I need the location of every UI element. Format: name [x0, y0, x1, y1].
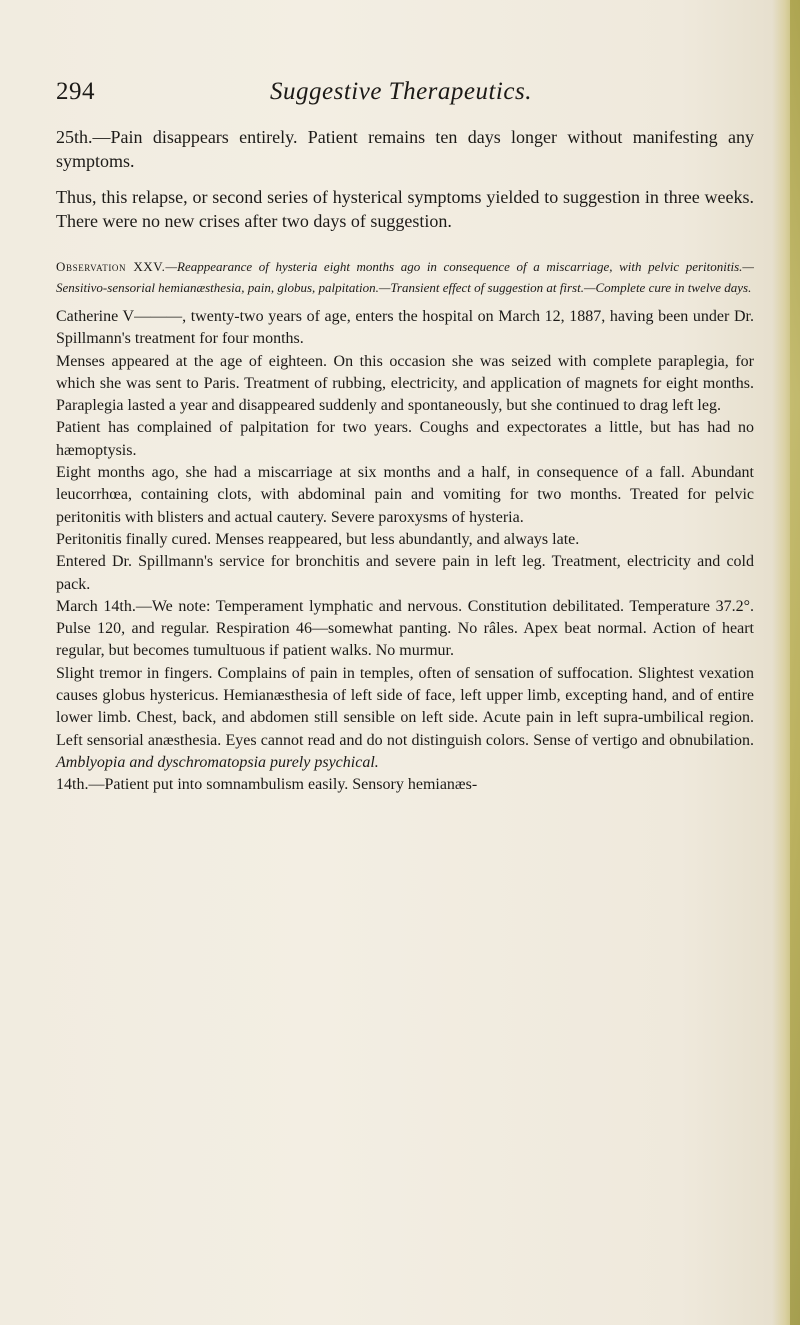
observation-summary: —Reappearance of hysteria eight months ago in consequence of a miscarriage, with pelvic peritonitis.—Sensitivo-sensorial hemianæsthesia, pain, globus, palpitation.—Transient effect of suggestion at first.—Complete cure in twelve days.	[56, 259, 754, 295]
intro-section	[56, 126, 754, 233]
observation-heading	[56, 257, 754, 298]
paragraph-case-5: Peritonitis finally cured. Menses reappeared, but less abundantly, and always late.	[56, 530, 580, 548]
page-number: 294	[56, 78, 95, 105]
running-header	[56, 78, 746, 118]
paragraph-case-8	[56, 663, 754, 774]
case-section	[56, 306, 754, 797]
paragraph-case-7: March 14th.—We note: Temperament lymphatic and nervous. Constitution debilitated. Temperature 37.2°. Pulse 120, and regular. Respiration 46—somewhat panting. No râles. Apex beat normal. Action of heart regular, but becomes tumultuous if patient walks. No murmur.	[56, 597, 754, 660]
paragraph-case-4: Eight months ago, she had a miscarriage at six months and a half, in consequence of a fall. Abundant leucorrhœa, containing clots, with abdominal pain and vomiting for two months. Treated for pelvic peritonitis with blisters and actual cautery. Severe paroxysms of hysteria.	[56, 464, 754, 526]
paragraph-case-3: Patient has complained of palpitation for two years. Coughs and expectorates a little, but has had no hæmoptysis.	[56, 419, 754, 459]
observation-label: Observation XXV.	[56, 259, 166, 274]
body-text	[56, 126, 754, 797]
paragraph-intro-2: Thus, this relapse, or second series of hysterical symptoms yielded to suggestion in three weeks. There were no new crises after two days of suggestion.	[56, 187, 754, 231]
paragraph-case-2: Menses appeared at the age of eighteen. On this occasion she was seized with complete paraplegia, for which she was sent to Paris. Treatment of rubbing, electricity, and application of magnets for eight months. Paraplegia lasted a year and disappeared suddenly and spontaneously, but she continued to drag left leg.	[56, 352, 754, 415]
paragraph-case-8-italic: Amblyopia and dyschromatopsia purely psychical.	[56, 753, 379, 771]
paragraph-intro-1: 25th.—Pain disappears entirely. Patient remains ten days longer without manifesting any symptoms.	[56, 127, 754, 171]
paragraph-final-line: 14th.—Patient put into somnambulism easily. Sensory hemianæs-	[56, 776, 478, 794]
page-edge-binding	[790, 0, 800, 1325]
paragraph-case-6: Entered Dr. Spillmann's service for bronchitis and severe pain in left leg. Treatment, electricity and cold pack.	[56, 553, 754, 593]
paragraph-case-1: Catherine V———, twenty-two years of age, enters the hospital on March 12, 1887, having been under Dr. Spillmann's treatment for four months.	[56, 308, 754, 348]
running-title: Suggestive Therapeutics.	[270, 78, 532, 105]
paragraph-case-8-text: Slight tremor in fingers. Complains of pain in temples, often of sensation of suffocation. Slightest vexation causes globus hystericus. Hemianæsthesia of left side of face, left upper limb, excepting hand, and of entire lower limb. Chest, back, and abdomen still sensible on left side. Acute pain in left supra-umbilical region. Left sensorial anæsthesia. Eyes cannot read and do not distinguish colors. Sense of vertigo and obnubilation.	[56, 664, 754, 749]
